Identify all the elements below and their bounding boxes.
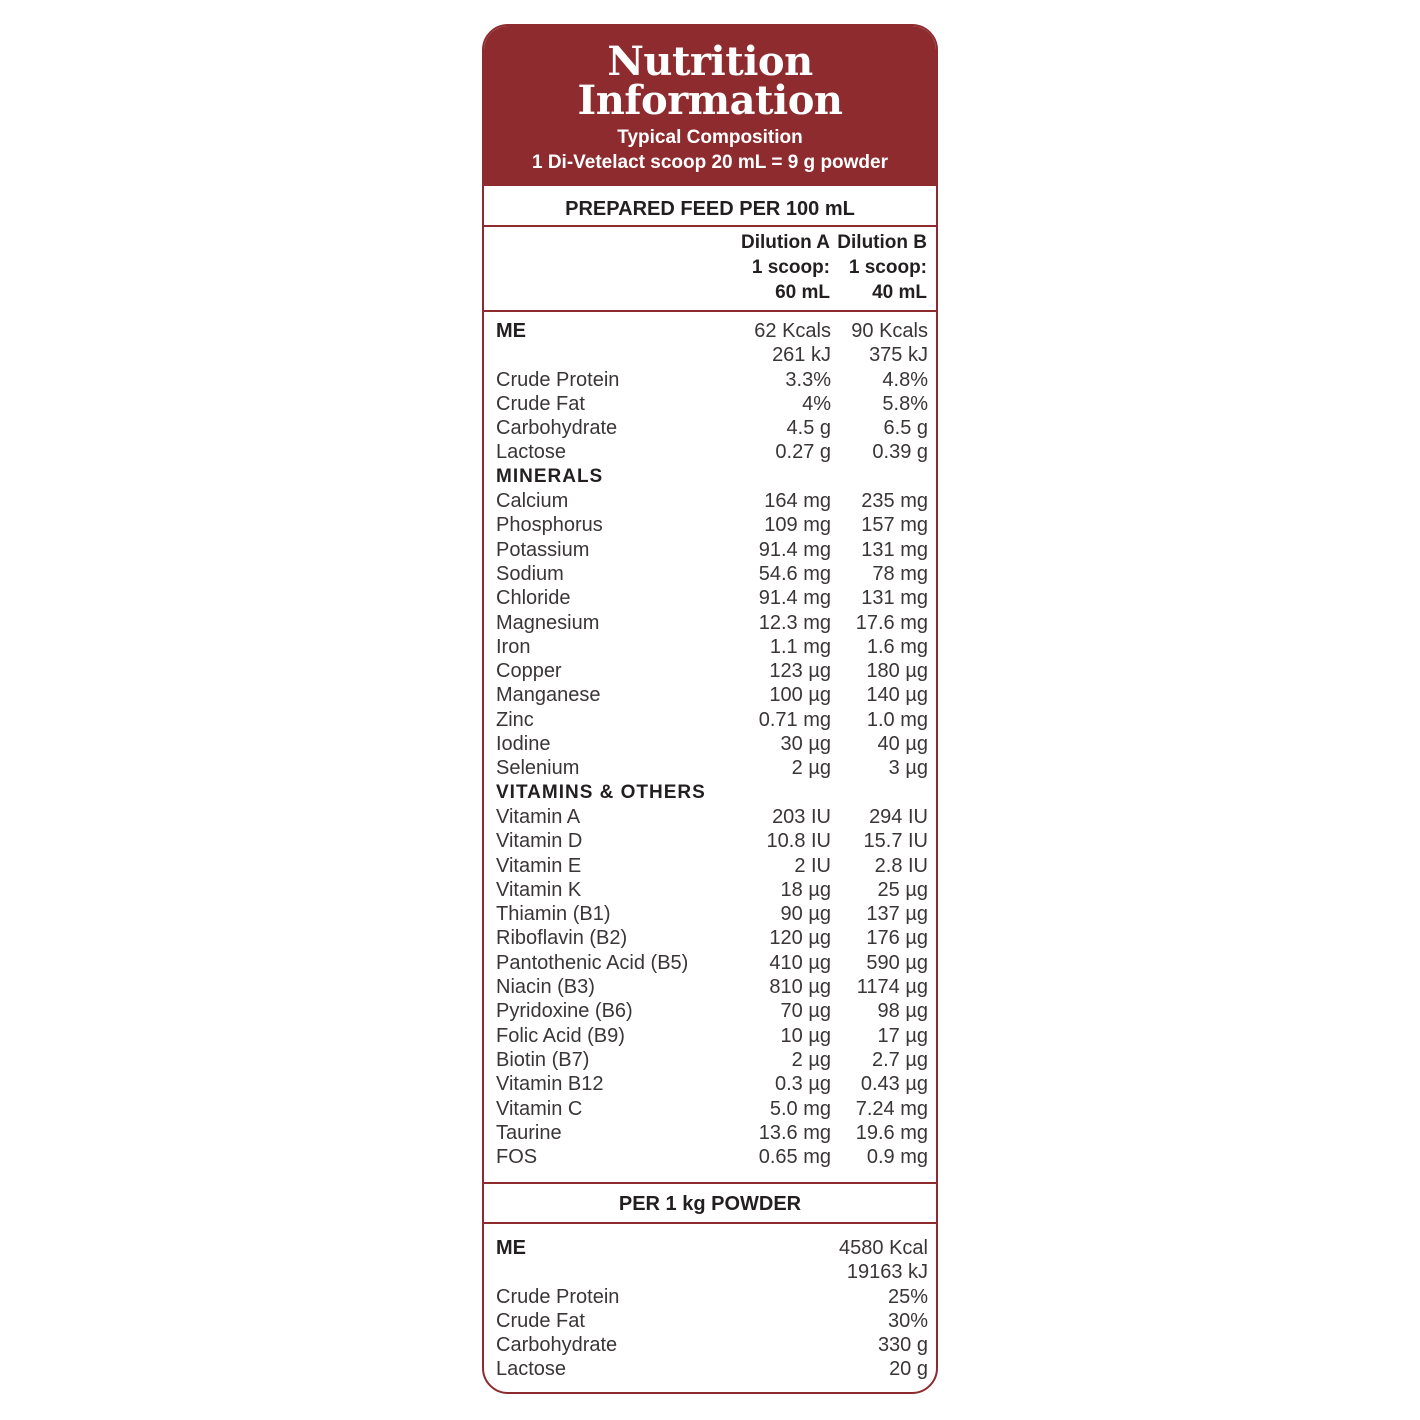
dilution-a-value: 261 kJ — [772, 344, 831, 367]
dilution-a-value: 109 mg — [764, 514, 831, 537]
dilution-b-value: 0.43 µg — [860, 1073, 928, 1096]
dilution-a-value: 810 µg — [769, 976, 831, 999]
nutrient-label: FOS — [496, 1146, 538, 1169]
table-row — [496, 878, 928, 902]
table-row — [496, 1097, 928, 1121]
nutrient-label: VITAMINS & OTHERS — [496, 781, 706, 803]
nutrient-label: Vitamin E — [496, 854, 582, 877]
table-row — [496, 708, 928, 732]
nutrient-label: Zinc — [496, 708, 534, 731]
dilution-b-value: 0.9 mg — [866, 1146, 928, 1169]
nutrient-label: ME — [496, 320, 526, 342]
dilution-b-value: 25% — [887, 1285, 928, 1308]
table-row — [496, 659, 928, 683]
nutrient-label: Vitamin B12 — [496, 1073, 604, 1096]
dilution-b-value: 30% — [887, 1309, 928, 1332]
dilution-a-value: 5.0 mg — [769, 1097, 831, 1120]
dilution-b-value: 157 mg — [861, 514, 928, 537]
table-row — [496, 1145, 928, 1169]
prepared-feed-table — [496, 319, 928, 1169]
table-row — [496, 513, 928, 537]
nutrient-label: Magnesium — [496, 611, 600, 634]
dilution-b-value: 19.6 mg — [855, 1121, 928, 1144]
divider — [484, 1182, 936, 1184]
table-row — [496, 975, 928, 999]
dilution-b-value: 375 kJ — [869, 344, 928, 367]
nutrient-label: MINERALS — [496, 465, 604, 487]
nutrient-label: Niacin (B3) — [496, 976, 595, 999]
col-a-line-3: 60 mL — [775, 282, 830, 303]
dilution-b-value: 590 µg — [866, 951, 928, 974]
nutrient-label: Vitamin D — [496, 830, 583, 853]
table-row — [496, 854, 928, 878]
table-row — [496, 1236, 928, 1260]
dilution-b-value: 2.7 µg — [871, 1048, 928, 1071]
table-row — [496, 951, 928, 975]
dilution-b-value: 0.39 g — [872, 441, 928, 464]
dilution-b-value: 98 µg — [877, 1000, 928, 1023]
per-kg-powder-table — [496, 1236, 928, 1382]
divider — [484, 1222, 936, 1224]
dilution-a-value: 12.3 mg — [758, 611, 831, 634]
nutrient-label: Crude Protein — [496, 1285, 620, 1308]
nutrient-label: Folic Acid (B9) — [496, 1024, 625, 1047]
dilution-a-value: 2 IU — [794, 854, 831, 877]
dilution-a-value: 2 µg — [791, 1048, 831, 1071]
dilution-a-value: 91.4 mg — [758, 538, 831, 561]
col-a-line-2: 1 scoop: — [751, 257, 830, 278]
dilution-a-value: 203 IU — [772, 805, 831, 828]
dilution-b-value: 20 g — [889, 1358, 928, 1381]
nutrient-label: Crude Fat — [496, 1309, 585, 1332]
nutrient-label: Crude Protein — [496, 368, 620, 391]
dilution-a-value: 123 µg — [769, 660, 831, 683]
dilution-b-value: 40 µg — [877, 733, 928, 756]
dilution-a-value: 13.6 mg — [758, 1121, 831, 1144]
table-row — [496, 489, 928, 513]
dilution-a-value: 10 µg — [780, 1024, 831, 1047]
table-row — [496, 902, 928, 926]
dilution-a-value: 90 µg — [780, 903, 831, 926]
nutrient-label: Riboflavin (B2) — [496, 927, 628, 950]
table-row — [496, 392, 928, 416]
nutrient-label: Lactose — [496, 1358, 567, 1381]
dilution-a-value: 10.8 IU — [766, 830, 831, 853]
dilution-a-value: 30 µg — [780, 733, 831, 756]
dilution-a-value: 100 µg — [769, 684, 831, 707]
dilution-a-value: 91.4 mg — [758, 587, 831, 610]
table-row — [496, 562, 928, 586]
dilution-a-value: 70 µg — [780, 1000, 831, 1023]
dilution-b-value: 4.8% — [882, 368, 928, 391]
table-row — [496, 1048, 928, 1072]
nutrient-label: Taurine — [496, 1121, 562, 1144]
nutrient-label: Thiamin (B1) — [496, 903, 611, 926]
nutrient-label: ME — [496, 1237, 526, 1259]
dilution-a-value: 0.27 g — [775, 441, 831, 464]
nutrient-label: Phosphorus — [496, 514, 603, 537]
table-row — [496, 732, 928, 756]
col-a-line-1: Dilution A — [741, 232, 830, 253]
nutrient-label: Sodium — [496, 562, 564, 585]
nutrient-label: Carbohydrate — [496, 1334, 618, 1357]
subtitle-line-2: 1 Di-Vetelact scoop 20 mL = 9 g powder — [531, 152, 889, 173]
section-heading — [496, 781, 928, 805]
dilution-b-value: 5.8% — [882, 392, 928, 415]
table-row — [496, 756, 928, 780]
dilution-b-value: 17.6 mg — [855, 611, 928, 634]
dilution-b-value: 180 µg — [866, 660, 928, 683]
dilution-a-value: 3.3% — [785, 368, 831, 391]
divider — [484, 310, 936, 312]
nutrient-label: Potassium — [496, 538, 590, 561]
nutrient-label: Pyridoxine (B6) — [496, 1000, 633, 1023]
col-b-line-1: Dilution B — [837, 232, 927, 253]
dilution-a-value: 410 µg — [769, 951, 831, 974]
dilution-b-value: 3 µg — [888, 757, 928, 780]
dilution-b-value: 235 mg — [861, 490, 928, 513]
dilution-b-value: 330 g — [877, 1334, 928, 1357]
table-row — [496, 1121, 928, 1145]
dilution-a-value: 4% — [802, 392, 831, 415]
dilution-b-value: 1.0 mg — [866, 708, 928, 731]
nutrient-label: Lactose — [496, 441, 567, 464]
subtitle-line-1: Typical Composition — [617, 127, 803, 148]
table-row — [496, 1357, 928, 1381]
nutrient-label: Biotin (B7) — [496, 1048, 590, 1071]
table-row — [496, 1024, 928, 1048]
nutrient-label: Crude Fat — [496, 392, 585, 415]
prepared-feed-heading: PREPARED FEED PER 100 mL — [565, 198, 855, 220]
nutrition-panel — [482, 24, 938, 1394]
dilution-a-value: 1.1 mg — [769, 635, 831, 658]
table-row — [496, 1309, 928, 1333]
table-row — [496, 368, 928, 392]
dilution-b-value: 1.6 mg — [866, 635, 928, 658]
dilution-b-value: 294 IU — [869, 805, 928, 828]
nutrient-label: Selenium — [496, 757, 580, 780]
nutrient-label: Pantothenic Acid (B5) — [496, 951, 689, 974]
table-row — [496, 440, 928, 464]
title-line-2: Information — [577, 77, 843, 124]
dilution-a-value: 4.5 g — [786, 417, 831, 440]
table-row — [496, 1072, 928, 1096]
nutrient-label: Vitamin C — [496, 1097, 583, 1120]
table-row — [496, 416, 928, 440]
nutrient-label: Iodine — [496, 733, 551, 756]
nutrient-label: Chloride — [496, 587, 571, 610]
dilution-a-value: 2 µg — [791, 757, 831, 780]
dilution-b-value: 176 µg — [866, 927, 928, 950]
nutrient-label: Copper — [496, 660, 562, 683]
title-line-1: Nutrition — [607, 38, 813, 85]
dilution-b-value: 78 mg — [872, 562, 928, 585]
section-heading — [496, 465, 928, 489]
dilution-a-value: 0.3 µg — [774, 1073, 831, 1096]
dilution-b-value: 15.7 IU — [863, 830, 928, 853]
table-row — [496, 683, 928, 707]
per-kg-powder-heading: PER 1 kg POWDER — [618, 1193, 802, 1215]
dilution-a-value: 0.71 mg — [758, 708, 831, 731]
dilution-b-value: 131 mg — [861, 587, 928, 610]
dilution-b-value: 131 mg — [861, 538, 928, 561]
dilution-b-value: 6.5 g — [883, 417, 928, 440]
table-row — [496, 635, 928, 659]
dilution-b-value: 90 Kcals — [851, 320, 928, 342]
nutrient-label: Vitamin K — [496, 878, 582, 901]
nutrient-label: Calcium — [496, 490, 569, 513]
dilution-b-value: 17 µg — [877, 1024, 928, 1047]
table-row — [496, 1285, 928, 1309]
table-row — [496, 611, 928, 635]
nutrient-label: Iron — [496, 635, 531, 658]
table-row — [496, 538, 928, 562]
col-b-line-2: 1 scoop: — [848, 257, 927, 278]
nutrient-label: Manganese — [496, 684, 601, 707]
dilution-b-value: 4580 Kcal — [839, 1237, 928, 1259]
dilution-b-value: 1174 µg — [856, 976, 928, 999]
dilution-a-value: 18 µg — [780, 878, 831, 901]
dilution-a-value: 120 µg — [769, 927, 831, 950]
col-b-line-3: 40 mL — [872, 282, 927, 303]
table-row — [496, 319, 928, 343]
table-row — [496, 829, 928, 853]
dilution-a-value: 62 Kcals — [754, 320, 831, 342]
table-row — [496, 343, 928, 367]
dilution-a-value: 0.65 mg — [758, 1146, 831, 1169]
table-row — [496, 999, 928, 1023]
dilution-a-value: 54.6 mg — [758, 562, 831, 585]
dilution-b-value: 19163 kJ — [846, 1261, 928, 1284]
table-row — [496, 805, 928, 829]
dilution-b-value: 2.8 IU — [874, 854, 928, 877]
table-row — [496, 1260, 928, 1284]
dilution-b-value: 137 µg — [866, 903, 928, 926]
nutrient-label: Carbohydrate — [496, 417, 618, 440]
nutrient-label: Vitamin A — [496, 805, 581, 828]
dilution-b-value: 7.24 mg — [855, 1097, 928, 1120]
table-row — [496, 926, 928, 950]
dilution-a-value: 164 mg — [764, 490, 831, 513]
dilution-b-value: 25 µg — [877, 878, 928, 901]
table-row — [496, 1333, 928, 1357]
panel-header — [484, 26, 936, 186]
divider — [484, 225, 936, 227]
table-row — [496, 586, 928, 610]
dilution-b-value: 140 µg — [866, 684, 928, 707]
